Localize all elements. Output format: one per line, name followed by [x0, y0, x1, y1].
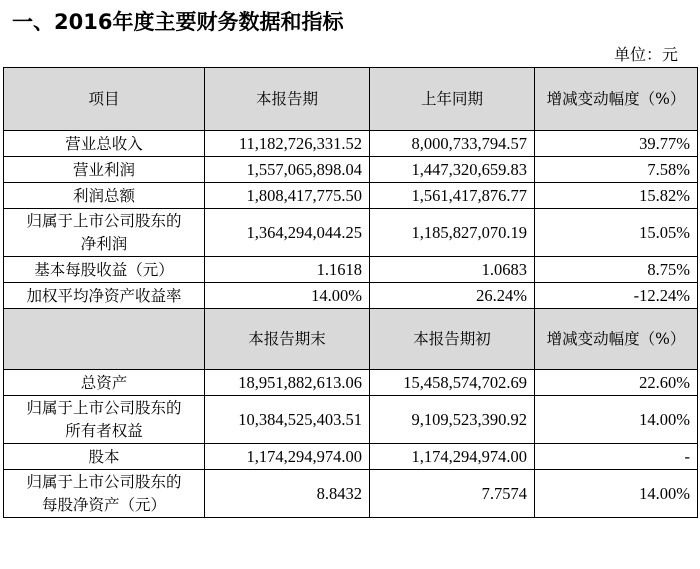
change-value: 14.00% — [535, 396, 698, 444]
header-cell: 项目 — [4, 68, 205, 131]
change-value: 8.75% — [535, 257, 698, 283]
prior-value: 26.24% — [370, 283, 535, 309]
table-header-row — [4, 309, 698, 370]
current-value: 1,808,417,775.50 — [205, 183, 370, 209]
header-cell: 本报告期末 — [205, 309, 370, 370]
current-value: 18,951,882,613.06 — [205, 370, 370, 396]
table-row — [4, 157, 698, 183]
row-label — [4, 470, 205, 518]
change-value: 15.82% — [535, 183, 698, 209]
change-value: 15.05% — [535, 209, 698, 257]
prior-value: 1.0683 — [370, 257, 535, 283]
prior-value: 8,000,733,794.57 — [370, 131, 535, 157]
row-label-line: 归属于上市公司股东的 — [26, 472, 182, 491]
header-cell — [4, 309, 205, 370]
table-row — [4, 444, 698, 470]
row-label-line: 归属于上市公司股东的 — [26, 398, 182, 417]
header-cell: 本报告期 — [205, 68, 370, 131]
header-cell: 增减变动幅度（%） — [535, 309, 698, 370]
row-label: 股本 — [4, 444, 205, 470]
table-row — [4, 370, 698, 396]
header-cell: 本报告期初 — [370, 309, 535, 370]
table-header-row — [4, 68, 698, 131]
row-label: 营业利润 — [4, 157, 205, 183]
change-value: -12.24% — [535, 283, 698, 309]
table-row — [4, 257, 698, 283]
prior-value: 9,109,523,390.92 — [370, 396, 535, 444]
row-label: 营业总收入 — [4, 131, 205, 157]
current-value: 1.1618 — [205, 257, 370, 283]
current-value: 1,557,065,898.04 — [205, 157, 370, 183]
row-label-line: 每股净资产（元） — [41, 495, 166, 514]
current-value: 10,384,525,403.51 — [205, 396, 370, 444]
header-cell: 增减变动幅度（%） — [535, 68, 698, 131]
table-row — [4, 470, 698, 518]
current-value: 8.8432 — [205, 470, 370, 518]
prior-value: 1,447,320,659.83 — [370, 157, 535, 183]
row-label — [4, 396, 205, 444]
table-row — [4, 209, 698, 257]
current-value: 1,364,294,044.25 — [205, 209, 370, 257]
row-label: 加权平均净资产收益率 — [4, 283, 205, 309]
table-row — [4, 283, 698, 309]
change-value: - — [535, 444, 698, 470]
section-heading: 一、2016年度主要财务数据和指标 — [12, 10, 344, 34]
change-value: 39.77% — [535, 131, 698, 157]
prior-value: 1,174,294,974.00 — [370, 444, 535, 470]
change-value: 22.60% — [535, 370, 698, 396]
prior-value: 1,185,827,070.19 — [370, 209, 535, 257]
current-value: 11,182,726,331.52 — [205, 131, 370, 157]
unit-label: 单位：元 — [613, 45, 678, 64]
row-label: 利润总额 — [4, 183, 205, 209]
prior-value: 15,458,574,702.69 — [370, 370, 535, 396]
change-value: 7.58% — [535, 157, 698, 183]
row-label-line: 净利润 — [80, 234, 128, 253]
row-label-line: 归属于上市公司股东的 — [26, 211, 182, 230]
table-row — [4, 131, 698, 157]
table-row — [4, 183, 698, 209]
current-value: 14.00% — [205, 283, 370, 309]
current-value: 1,174,294,974.00 — [205, 444, 370, 470]
prior-value: 7.7574 — [370, 470, 535, 518]
header-cell: 上年同期 — [370, 68, 535, 131]
row-label: 基本每股收益（元） — [4, 257, 205, 283]
row-label — [4, 209, 205, 257]
change-value: 14.00% — [535, 470, 698, 518]
row-label: 总资产 — [4, 370, 205, 396]
prior-value: 1,561,417,876.77 — [370, 183, 535, 209]
table-row — [4, 396, 698, 444]
row-label-line: 所有者权益 — [65, 421, 143, 440]
financial-data-table — [3, 67, 698, 518]
